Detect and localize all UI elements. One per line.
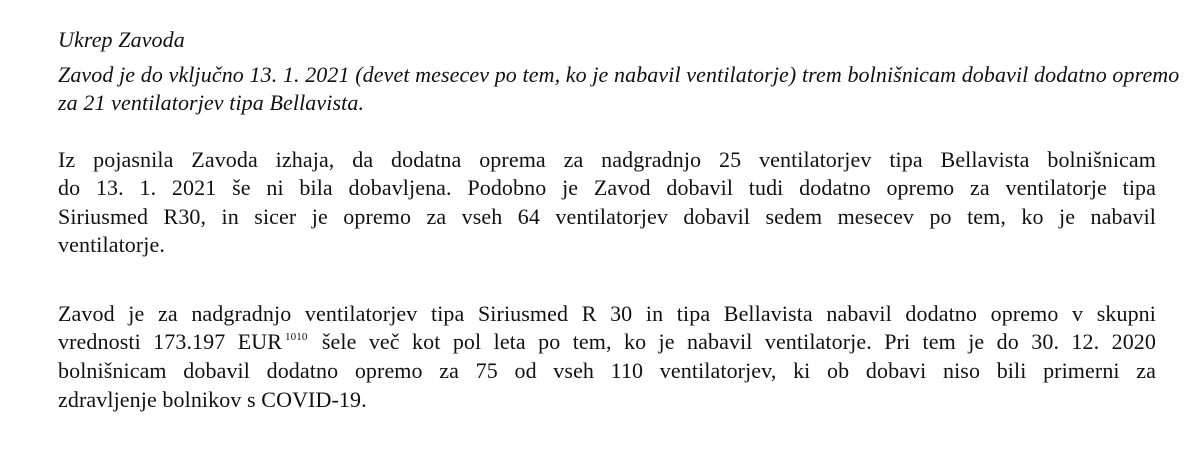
paragraph-1-line-4: ventilatorje. (58, 232, 165, 257)
paragraph-1-line-3: Siriusmed R30, in sicer je opremo za vseh 64 ventilatorjev dobavil sedem mesecev po tem, ko je nabavil (58, 204, 1156, 229)
paragraph-2-line-3: bolnišnicam dobavil dodatno opremo za 75 od vseh 110 ventilatorjev, ki ob dobavi niso bili primerni za (58, 358, 1156, 383)
paragraph-2-line-2-start: vrednosti 173.197 EUR (58, 329, 283, 354)
paragraph-2-line-2 (58, 328, 1156, 360)
paragraph-2-line-4: zdravljenje bolnikov s COVID-19. (58, 387, 367, 412)
footnote-marker[interactable]: 1010 (285, 331, 308, 343)
ukrep-text-line-2: za 21 ventilatorjev tipa Bellavista. (58, 90, 365, 115)
ukrep-text-line-1: Zavod je do vključno 13. 1. 2021 (devet mesecev po tem, ko je nabavil ventilatorje) trem bolnišnicam dobavil dodatno opremo (58, 62, 1180, 87)
ukrep-heading: Ukrep Zavoda (58, 27, 185, 52)
paragraph-2-line-2-end: šele več kot pol leta po tem, ko je nabavil ventilatorje. Pri tem je do 30. 12. 2020 (321, 329, 1157, 354)
paragraph-2-line-1: Zavod je za nadgradnjo ventilatorjev tipa Siriusmed R 30 in tipa Bellavista nabavil dodatno opremo v skupni (58, 301, 1156, 326)
paragraph-1-line-2: do 13. 1. 2021 še ni bila dobavljena. Podobno je Zavod dobavil tudi dodatno opremo za ventilatorje tipa (58, 175, 1156, 200)
paragraph-1-line-1: Iz pojasnila Zavoda izhaja, da dodatna oprema za nadgradnjo 25 ventilatorjev tipa Bellavista bolnišnicam (58, 147, 1156, 172)
